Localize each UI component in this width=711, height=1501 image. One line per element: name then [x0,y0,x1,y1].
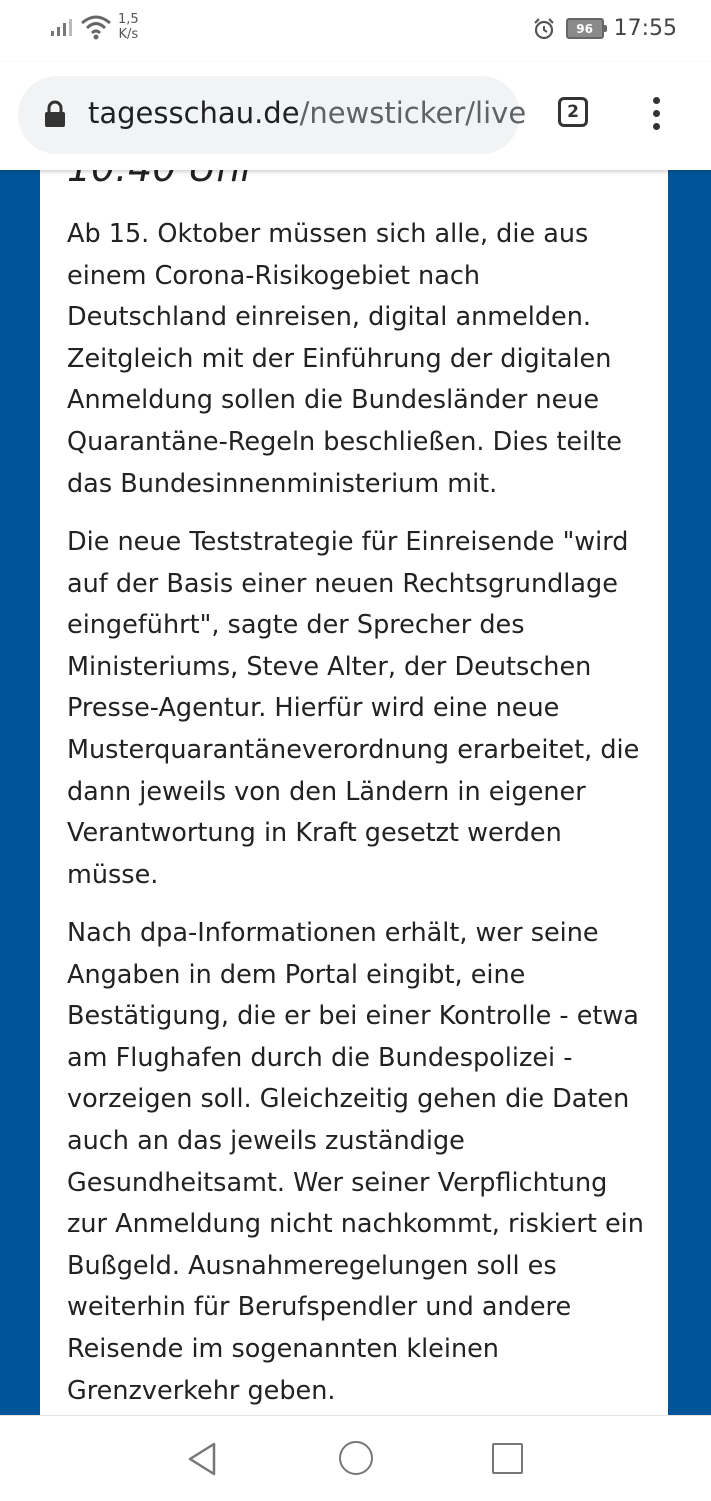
overflow-menu-icon[interactable] [649,97,663,133]
tab-count: 2 [567,102,579,122]
network-speed-unit: K/s [118,27,139,42]
recent-apps-icon[interactable] [492,1443,523,1474]
battery-level: 96 [576,21,593,36]
signal-icon [50,17,76,37]
status-right [532,16,677,41]
wifi-icon [80,14,112,40]
status-bar [0,0,711,62]
back-icon[interactable] [186,1442,218,1476]
tab-switcher-button[interactable] [558,97,588,127]
article-paragraph: Die neue Teststrategie für Einreisende "wird auf der Basis einer neuen Rechtsgrundlage eingeführt", sagte der Sprecher des Ministeriums, Steve Alter, der Deutschen Presse-Agentur. Hierfür wird eine neue Musterquarantäneverordnung erarbeitet, die dann jeweils von den Ländern in eigener Verantwortung in Kraft gesetzt werden müsse. [67,527,640,890]
address-bar[interactable] [18,76,527,154]
lock-icon[interactable] [44,100,66,128]
url-domain: tagesschau.de [88,96,300,130]
browser-toolbar [0,62,711,170]
url-text[interactable] [88,96,527,130]
navigation-bar [0,1415,711,1501]
clock: 17:55 [613,16,677,41]
article-paragraph: Ab 15. Oktober müssen sich alle, die aus einem Corona-Risikogebiet nach Deutschland einreisen, digital anmelden. Zeitgleich mit der Einführung der digitalen Anmeldung sollen die Bundesländer neue Quarantäne-Regeln beschließen. Dies teilte das Bundesinnenministerium mit. [67,219,622,499]
alarm-icon [532,17,556,41]
article-paragraph: Nach dpa-Informationen erhält, wer seine Angaben in dem Portal eingibt, eine Bestätigung, die er bei einer Kontrolle - etwa am Flughafen durch die Bundespolizei - vorzeigen soll. Gleichzeitig gehen die Daten auch an das jeweils zuständige Gesundheitsamt. Wer seiner Verpflichtung zur Anmeldung nicht nachkommt, riskiert ein Bußgeld. Ausnahmeregelungen soll es weiterhin für Berufspendler und andere Reisende im sogenannten kleinen Grenzverkehr geben. [67,918,644,1406]
home-icon[interactable] [339,1441,373,1475]
url-path: /newsticker/live [299,96,527,130]
network-speed-value: 1,5 [118,12,139,27]
news-ticker-entry [40,170,668,1415]
battery-icon [566,18,604,39]
network-speed [118,12,139,42]
status-left [50,14,112,40]
